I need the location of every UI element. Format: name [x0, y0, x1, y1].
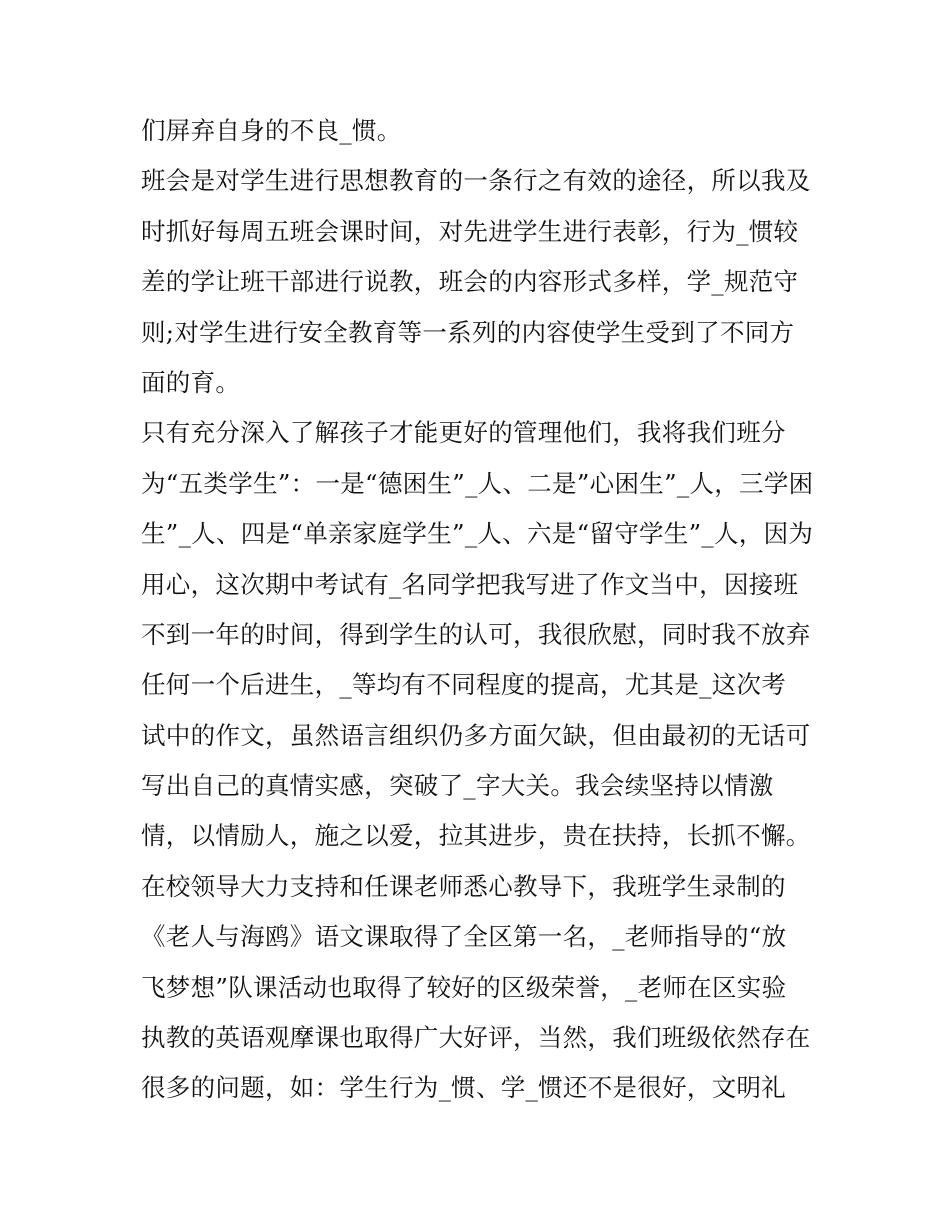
text-line: 则;对学生进行安全教育等一系列的内容使学生受到了不同方 [141, 317, 795, 347]
text-line: 不到一年的时间，得到学生的认可，我很欣慰，同时我不放弃 [141, 619, 811, 649]
text-line: 飞梦想”队课活动也取得了较好的区级荣誉，_老师在区实验 [141, 972, 787, 1002]
text-line: 面的育。 [141, 367, 241, 397]
text-line: 为“五类学生”：一是“德困生”_人、二是”心困生”_人，三学困 [141, 468, 814, 498]
text-line: 只有充分深入了解孩子才能更好的管理他们，我将我们班分 [141, 418, 786, 448]
text-line: 生”_人、四是“单亲家庭学生”_人、六是“留守学生”_人，因为 [141, 519, 814, 549]
text-line: 任何一个后进生，_等均有不同程度的提高，尤其是_这次考 [141, 670, 787, 700]
text-line: 差的学让班干部进行说教，班会的内容形式多样，学_规范守 [141, 267, 799, 297]
text-line: 情，以情励人，施之以爱，拉其进步，贵在扶持，长抓不懈。 [141, 821, 811, 851]
text-line: 很多的问题，如：学生行为_惯、学_惯还不是很好，文明礼 [141, 1073, 787, 1103]
text-line: 在校领导大力支持和任课老师悉心教导下，我班学生录制的 [141, 871, 786, 901]
text-line: 写出自己的真情实感，突破了_字大关。我会续坚持以情激 [141, 771, 774, 801]
text-line: 时抓好每周五班会课时间，对先进学生进行表彰，行为_惯较 [141, 216, 799, 246]
text-line: 试中的作文，虽然语言组织仍多方面欠缺，但由最初的无话可 [141, 720, 811, 750]
text-line: 班会是对学生进行思想教育的一条行之有效的途径，所以我及 [141, 166, 811, 196]
text-line: 《老人与海鸥》语文课取得了全区第一名，_老师指导的“放 [141, 922, 787, 952]
text-line: 执教的英语观摩课也取得广大好评，当然，我们班级依然存在 [141, 1023, 811, 1053]
body-text [141, 106, 821, 1114]
text-line: 们屏弃自身的不良_惯。 [141, 116, 402, 145]
text-line: 用心，这次期中考试有_名同学把我写进了作文当中，因接班 [141, 569, 799, 599]
